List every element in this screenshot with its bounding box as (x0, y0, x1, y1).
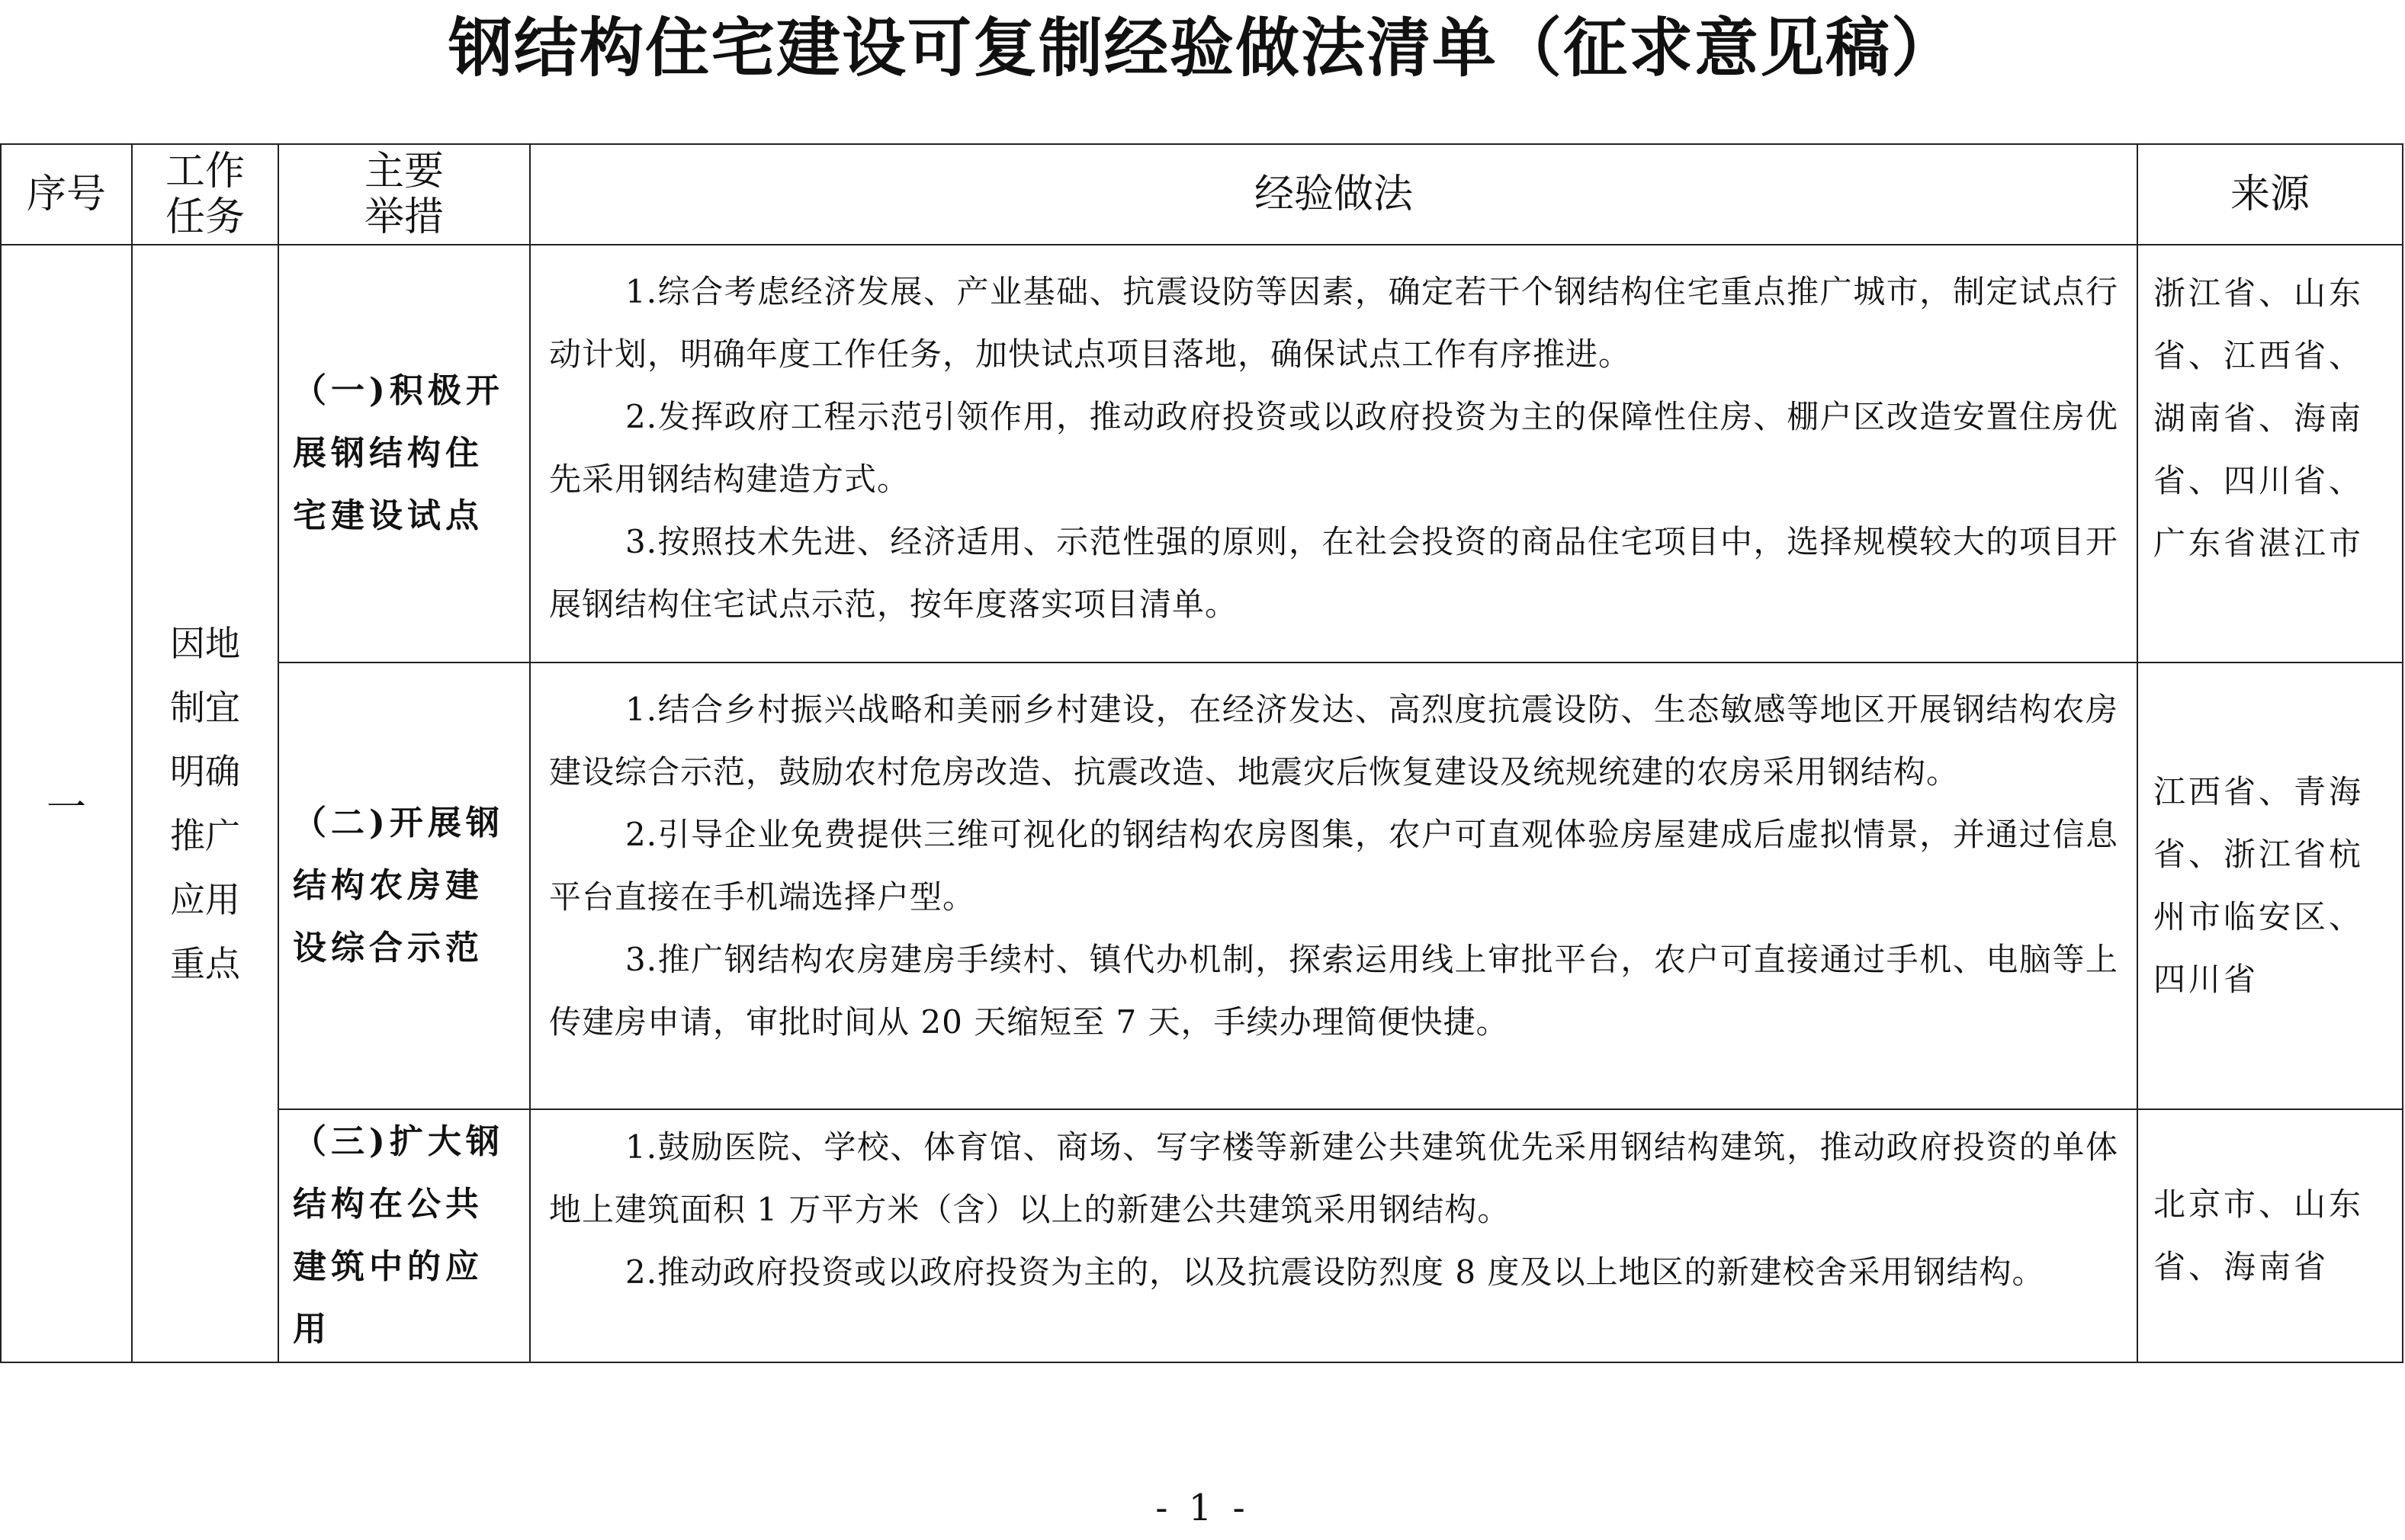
header-main-measures: 主要 举措 (278, 144, 530, 245)
experience-table (0, 143, 2403, 1363)
page-number: - 1 - (1155, 1487, 1250, 1529)
table-header-row (1, 144, 2403, 245)
practice-cell (530, 245, 2137, 663)
work-task-cell: 因地 制宜 明确 推广 应用 重点 (132, 245, 278, 1362)
table-row (1, 1109, 2403, 1362)
practice-item: 2.发挥政府工程示范引领作用，推动政府投资或以政府投资为主的保障性住房、棚户区改造安置住房优先采用钢结构建造方式。 (549, 398, 2118, 498)
table-row (1, 245, 2403, 663)
practice-item: 1.结合乡村振兴战略和美丽乡村建设，在经济发达、高烈度抗震设防、生态敏感等地区开展钢结构农房建设综合示范，鼓励农村危房改造、抗震改造、地震灾后恢复建设及统规统建的农房采用钢结构。 (549, 691, 2118, 791)
practice-item: 1.综合考虑经济发展、产业基础、抗震设防等因素，确定若干个钢结构住宅重点推广城市，制定试点行动计划，明确年度工作任务，加快试点项目落地，确保试点工作有序推进。 (549, 273, 2118, 373)
header-serial: 序号 (1, 144, 132, 245)
practice-item: 1.鼓励医院、学校、体育馆、商场、写字楼等新建公共建筑优先采用钢结构建筑，推动政府投资的单体地上建筑面积 1 万平方米（含）以上的新建公共建筑采用钢结构。 (549, 1128, 2118, 1228)
header-source: 来源 (2137, 144, 2403, 245)
practice-item: 2.引导企业免费提供三维可视化的钢结构农房图集，农户可直观体验房屋建成后虚拟情景，并通过信息平台直接在手机端选择户型。 (549, 816, 2118, 916)
header-work-task: 工作 任务 (132, 144, 278, 245)
document-title: 钢结构住宅建设可复制经验做法清单（征求意见稿） (448, 10, 1957, 85)
measure-cell: （三)扩大钢 结构在公共 建筑中的应 用 (278, 1109, 530, 1362)
practice-item: 3.推广钢结构农房建房手续村、镇代办机制，探索运用线上审批平台，农户可直接通过手机、电脑等上传建房申请，审批时间从 20 天缩短至 7 天，手续办理简便快捷。 (549, 941, 2118, 1041)
practice-item: 2.推动政府投资或以政府投资为主的，以及抗震设防烈度 8 度及以上地区的新建校舍采用钢结构。 (625, 1253, 2045, 1291)
section-number: 一 (1, 245, 132, 1362)
practice-cell (530, 663, 2137, 1109)
source-cell: 北京市、山东 省、海南省 (2137, 1109, 2403, 1362)
source-cell: 浙江省、山东 省、江西省、 湖南省、海南 省、四川省、 广东省湛江市 (2137, 245, 2403, 663)
practice-cell (530, 1109, 2137, 1362)
table-row (1, 663, 2403, 1109)
source-cell: 江西省、青海 省、浙江省杭 州市临安区、 四川省 (2137, 663, 2403, 1109)
header-practices: 经验做法 (530, 144, 2137, 245)
measure-cell: （一)积极开 展钢结构住 宅建设试点 (278, 245, 530, 663)
practice-item: 3.按照技术先进、经济适用、示范性强的原则，在社会投资的商品住宅项目中，选择规模较大的项目开展钢结构住宅试点示范，按年度落实项目清单。 (549, 523, 2118, 623)
measure-cell: （二)开展钢 结构农房建 设综合示范 (278, 663, 530, 1109)
